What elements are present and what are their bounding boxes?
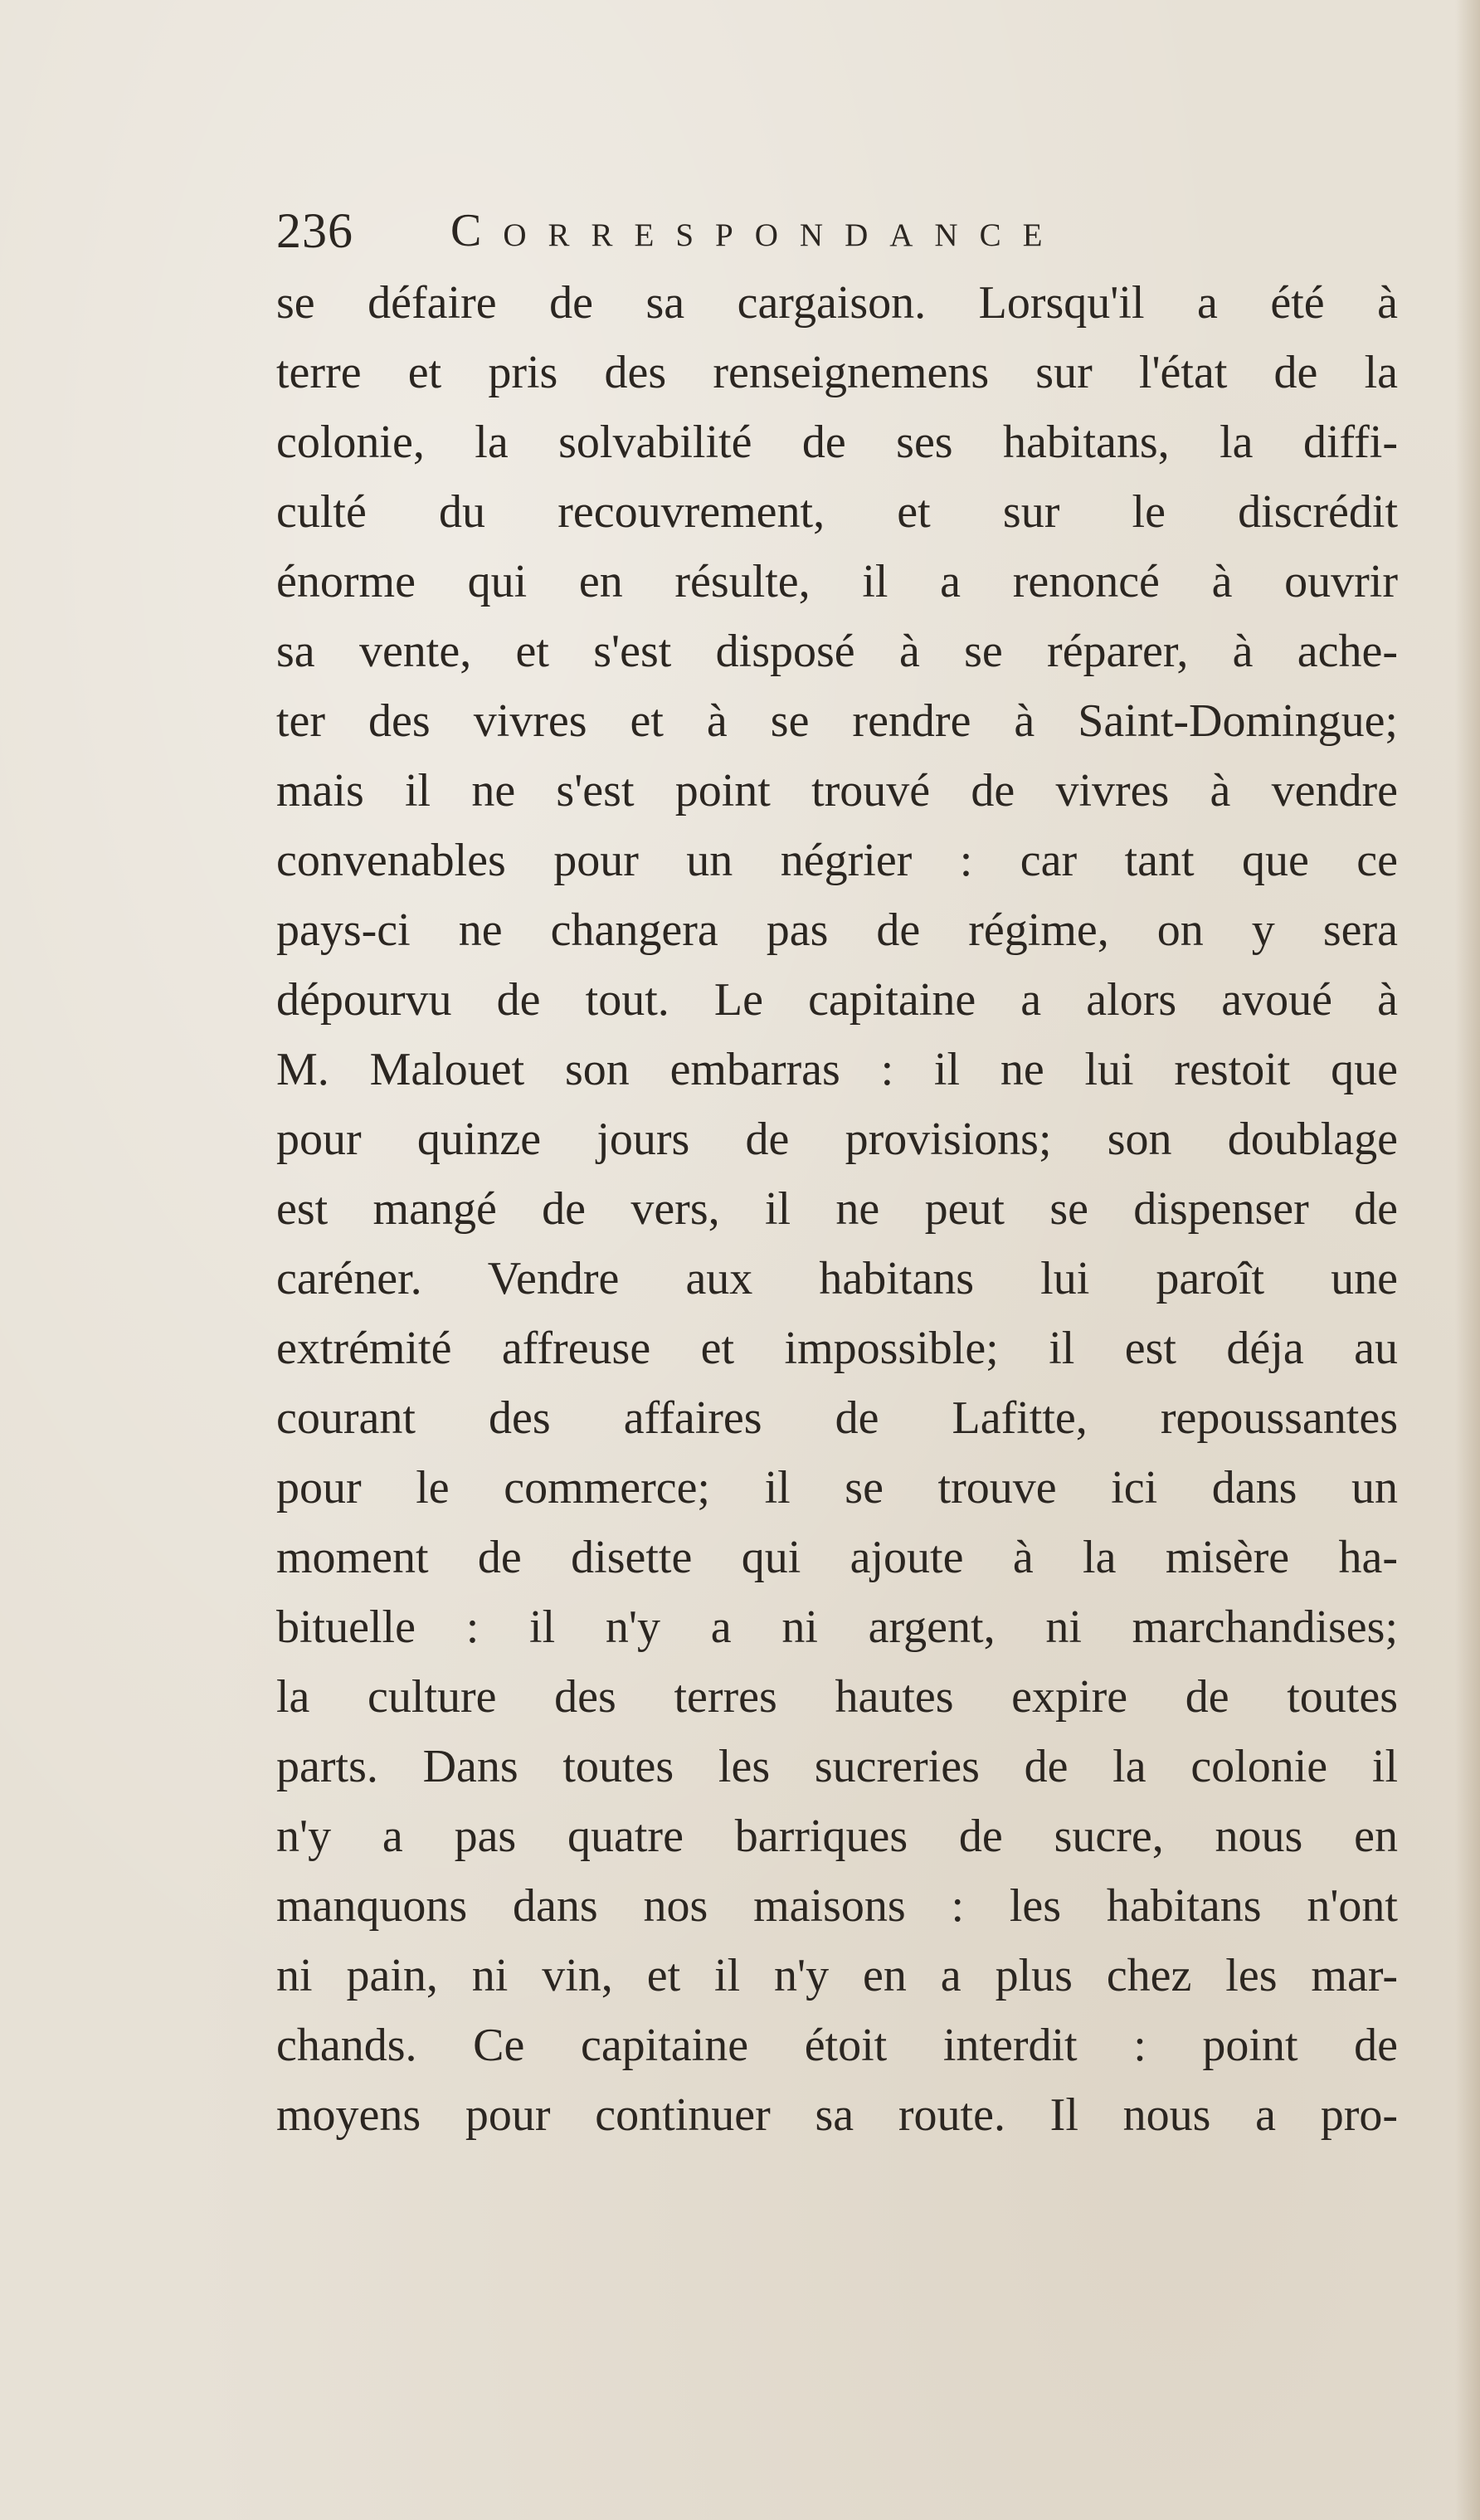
text-line: la culture des terres hautes expire de toutes: [276, 1671, 1398, 1723]
text-line: mais il ne s'est point trouvé de vivres à vendre: [276, 765, 1398, 816]
text-line: est mangé de vers, il ne peut se dispenser de: [276, 1183, 1398, 1235]
text-line: pour quinze jours de provisions; son doublage: [276, 1114, 1398, 1165]
text-line: terre et pris des renseignemens sur l'état de la: [276, 347, 1398, 398]
text-line: ter des vivres et à se rendre à Saint-Domingue;: [276, 695, 1398, 747]
text-line: extrémité affreuse et impossible; il est déja au: [276, 1323, 1398, 1374]
running-head: Correspondance: [450, 205, 1064, 256]
text-line: caréner. Vendre aux habitans lui paroît une: [276, 1253, 1398, 1304]
text-line: moment de disette qui ajoute à la misère ha-: [276, 1532, 1398, 1583]
text-line: chands. Ce capitaine étoit interdit : point de: [276, 2020, 1398, 2071]
text-line: sa vente, et s'est disposé à se réparer, à ache-: [276, 626, 1398, 677]
text-line: manquons dans nos maisons : les habitans n'ont: [276, 1880, 1398, 1932]
text-line: dépourvu de tout. Le capitaine a alors avoué à: [276, 974, 1398, 1026]
text-line: se défaire de sa cargaison. Lorsqu'il a été à: [276, 277, 1398, 329]
text-line: bituelle : il n'y a ni argent, ni marchandises;: [276, 1601, 1398, 1653]
page-edge-shadow: [1455, 0, 1480, 2520]
text-line: pour le commerce; il se trouve ici dans un: [276, 1462, 1398, 1513]
text-line: énorme qui en résulte, il a renoncé à ouvrir: [276, 556, 1398, 607]
text-line: n'y a pas quatre barriques de sucre, nous en: [276, 1811, 1398, 1862]
page-number: 236: [276, 203, 353, 258]
text-line: moyens pour continuer sa route. Il nous a pro-: [276, 2089, 1398, 2141]
text-line: parts. Dans toutes les sucreries de la colonie il: [276, 1741, 1398, 1792]
text-line: culté du recouvrement, et sur le discrédit: [276, 486, 1398, 538]
body-text: [276, 268, 1398, 2150]
text-line: courant des affaires de Lafitte, repoussantes: [276, 1392, 1398, 1444]
text-line: convenables pour un négrier : car tant que ce: [276, 835, 1398, 886]
text-line: M. Malouet son embarras : il ne lui restoit que: [276, 1044, 1398, 1095]
text-line: colonie, la solvabilité de ses habitans, la diffi-: [276, 417, 1398, 468]
text-line: pays-ci ne changera pas de régime, on y sera: [276, 904, 1398, 956]
text-line: ni pain, ni vin, et il n'y en a plus chez les mar-: [276, 1950, 1398, 2001]
page-header: [276, 202, 1205, 260]
